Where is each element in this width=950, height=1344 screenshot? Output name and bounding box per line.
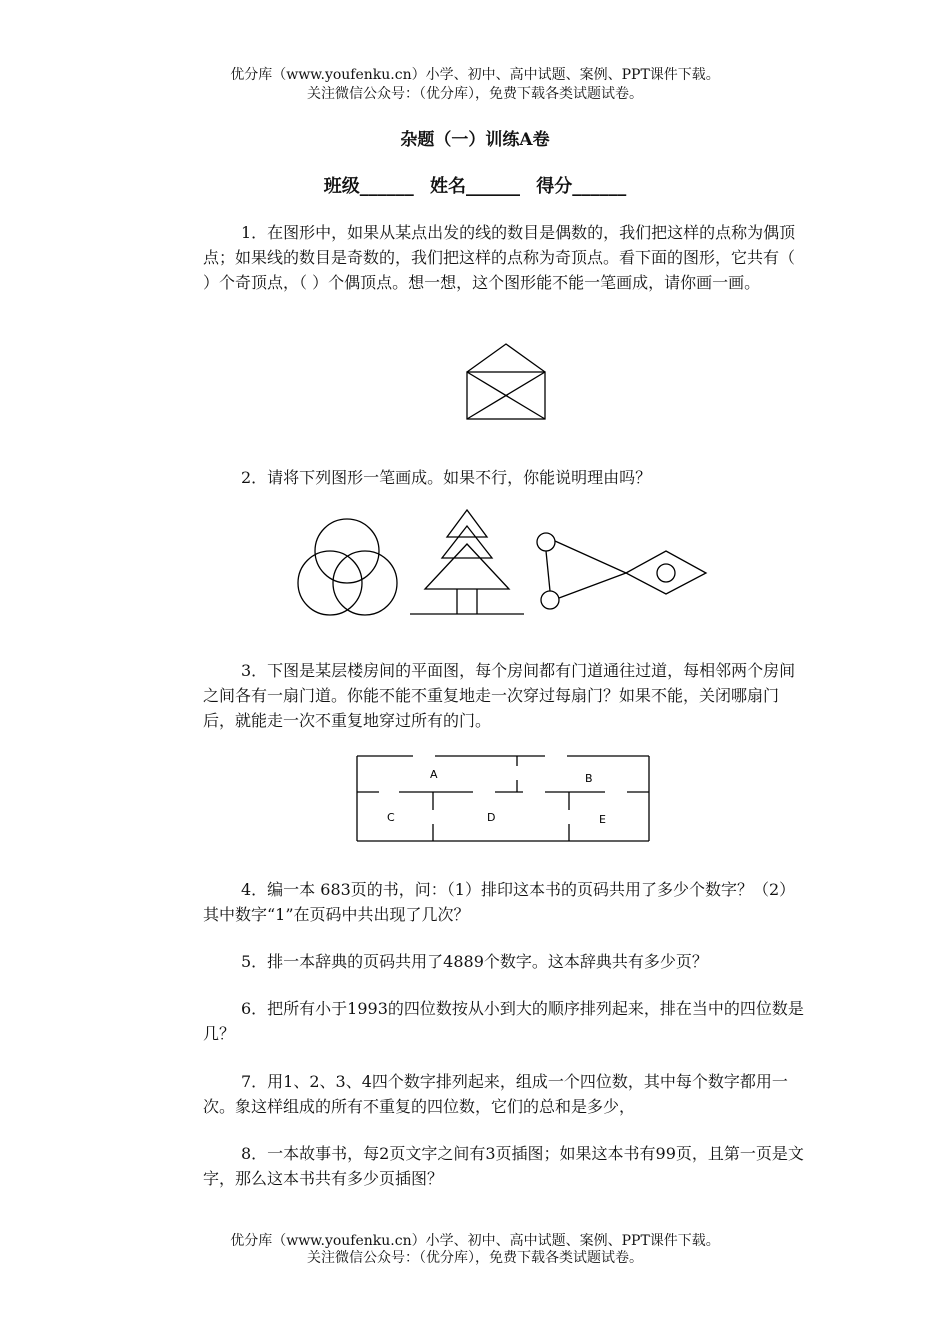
fish-circle-top bbox=[537, 533, 555, 551]
fish-circle-bottom bbox=[541, 591, 559, 609]
question-3: 3．下图是某层楼房间的平面图，每个房间都有门道通往过道，每相邻两个房间之间各有一扇门道。你能不能不重复地走一次穿过每扇门？如果不能，关闭哪扇门后，就能走一次不重复地穿过所有的门。 bbox=[203, 661, 796, 730]
question-2: 2．请将下列图形一笔画成。如果不行，你能说明理由吗？ bbox=[241, 468, 652, 487]
room-label-e: E bbox=[599, 813, 606, 826]
fish-eye bbox=[657, 564, 675, 582]
question-5: 5．排一本辞典的页码共用了4889个数字。这本辞典共有多少页？ bbox=[241, 952, 708, 971]
room-label-a: A bbox=[430, 768, 438, 781]
score-field: 得分______ bbox=[536, 176, 627, 197]
fish-spine bbox=[546, 551, 550, 591]
header-line-2: 关注微信公众号：（优分库），免费下载各类试题试卷。 bbox=[307, 86, 643, 102]
fish-line-lower bbox=[559, 573, 626, 598]
fish-line-upper bbox=[555, 541, 626, 573]
student-info bbox=[0, 172, 950, 198]
room-label-d: D bbox=[487, 811, 496, 824]
room-label-c: C bbox=[387, 811, 395, 824]
tree-figure bbox=[408, 508, 526, 616]
page-title: 杂题（一）训练A卷 bbox=[400, 130, 550, 150]
fish-diamond bbox=[626, 551, 706, 594]
room-label-b: B bbox=[585, 772, 593, 785]
tree-layer-1 bbox=[447, 510, 487, 537]
footer-line-2: 关注微信公众号：（优分库），免费下载各类试题试卷。 bbox=[307, 1250, 643, 1266]
class-field: 班级______ bbox=[323, 176, 414, 197]
tree-layer-3 bbox=[425, 544, 509, 589]
tree-layer-2 bbox=[442, 526, 492, 558]
fish-figure bbox=[534, 528, 710, 612]
three-circles-figure bbox=[296, 516, 400, 618]
question-8: 8．一本故事书，每2页文字之间有3页插图；如果这本书有99页，且第一页是文字，那么这本书共有多少页插图？ bbox=[203, 1144, 804, 1188]
header-line-1: 优分库（www.youfenku.cn）小学、初中、高中试题、案例、PPT课件下载。 bbox=[230, 67, 720, 83]
question-1: 1．在图形中，如果从某点出发的线的数目是偶数的，我们把这样的点称为偶顶点；如果线的数目是奇数的，我们把这样的点称为奇顶点。看下面的图形，它共有（ ）个奇顶点，（ ）个偶顶点。想一想，这个图形能不能一笔画成，请你画一画。 bbox=[203, 223, 796, 292]
floor-plan bbox=[355, 752, 651, 844]
question-7: 7．用1、2、3、4四个数字排列起来，组成一个四位数，其中每个数字都用一次。象这样组成的所有不重复的四位数，它们的总和是多少， bbox=[203, 1072, 788, 1116]
envelope-figure bbox=[466, 342, 546, 422]
footer-line-1: 优分库（www.youfenku.cn）小学、初中、高中试题、案例、PPT课件下载。 bbox=[230, 1233, 720, 1249]
question-6: 6．把所有小于1993的四位数按从小到大的顺序排列起来，排在当中的四位数是几？ bbox=[203, 999, 804, 1043]
name-field: 姓名______ bbox=[430, 176, 520, 197]
question-4: 4．编一本 683页的书，问：（1）排印这本书的页码共用了多少个数字？（2）其中数字“1”在页码中共出现了几次？ bbox=[203, 880, 796, 924]
envelope-roof bbox=[467, 344, 545, 372]
